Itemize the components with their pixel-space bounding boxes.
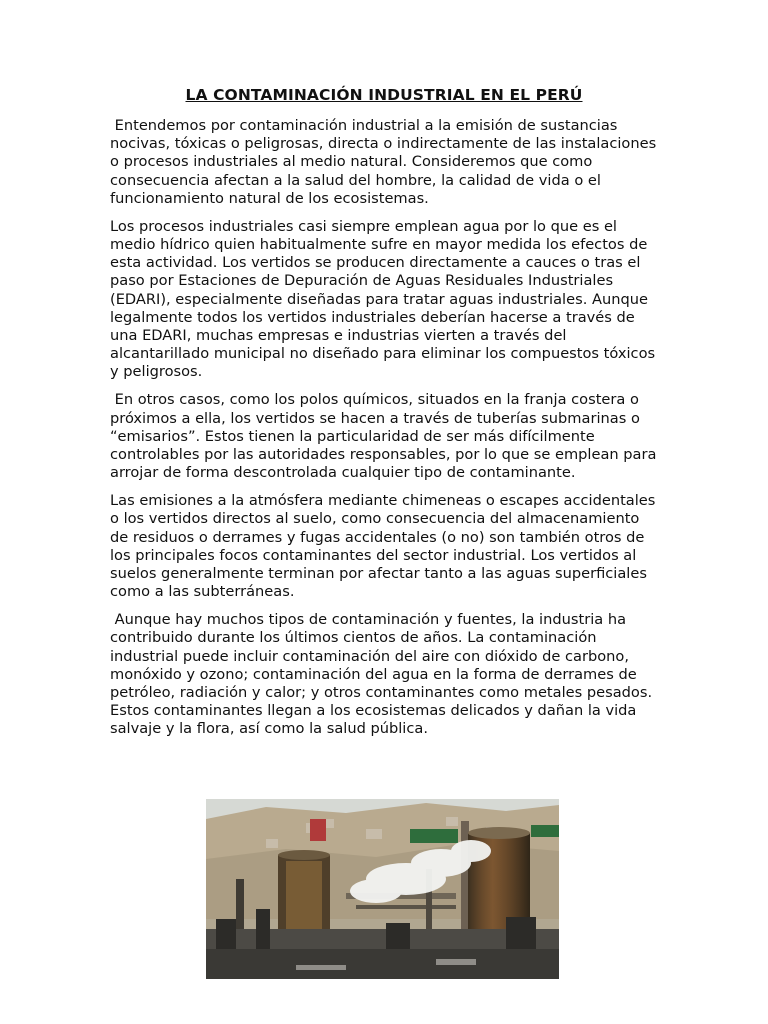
industrial-plant-illustration bbox=[206, 799, 559, 979]
paragraph-2: Los procesos industriales casi siempre emplean agua por lo que es el medio hídrico quien habitualmente sufre en mayor medida los efectos de esta actividad. Los vertidos se producen directamente a cauces o tras el paso por Estaciones de Depuración de Aguas Residuales Industriales (EDARI), especialmente diseñadas para tratar aguas industriales. Aunque legalmente todos los vertidos industriales deberían hacerse a través de una EDARI, muchas empresas e industrias vierten a través del alcantarillado municipal no diseñado para eliminar los compuestos tóxicos y peligrosos. bbox=[110, 217, 660, 381]
industrial-plant-photo bbox=[206, 799, 559, 979]
document-title: LA CONTAMINACIÓN INDUSTRIAL EN EL PERÚ bbox=[185, 86, 583, 104]
paragraph-5: Aunque hay muchos tipos de contaminación y fuentes, la industria ha contribuido durante los últimos cientos de años. La contaminación industrial puede incluir contaminación del aire con dióxido de carbono, monóxido y ozono; contaminación del agua en la forma de derrames de petróleo, radiación y calor; y otros contaminantes como metales pesados. Estos contaminantes llegan a los ecosistemas delicados y dañan la vida salvaje y la flora, así como la salud pública. bbox=[110, 611, 657, 738]
paragraph-1: Entendemos por contaminación industrial a la emisión de sustancias nocivas, tóxicas o peligrosas, directa o indirectamente de las instalaciones o procesos industriales al medio natural. Consideremos que como consecuencia afectan a la salud del hombre, la calidad de vida o el funcionamiento natural de los ecosistemas. bbox=[110, 117, 661, 207]
document-body bbox=[110, 117, 662, 748]
paragraph-4: Las emisiones a la atmósfera mediante chimeneas o escapes accidentales o los vertidos directos al suelo, como consecuencia del almacenamiento de residuos o derrames y fugas accidentales (o no) son también otros de los principales focos contaminantes del sector industrial. Los vertidos al suelos generalmente terminan por afectar tanto a las aguas superficiales como a las subterráneas. bbox=[110, 492, 661, 601]
paragraph-3: En otros casos, como los polos químicos, situados en la franja costera o próximos a ella, los vertidos se hacen a través de tuberías submarinas o “emisarios”. Estos tienen la particularidad de ser más difícilmente controlables por las autoridades responsables, por lo que se emplean para arrojar de forma descontrolada cualquier tipo de contaminante. bbox=[110, 391, 662, 482]
